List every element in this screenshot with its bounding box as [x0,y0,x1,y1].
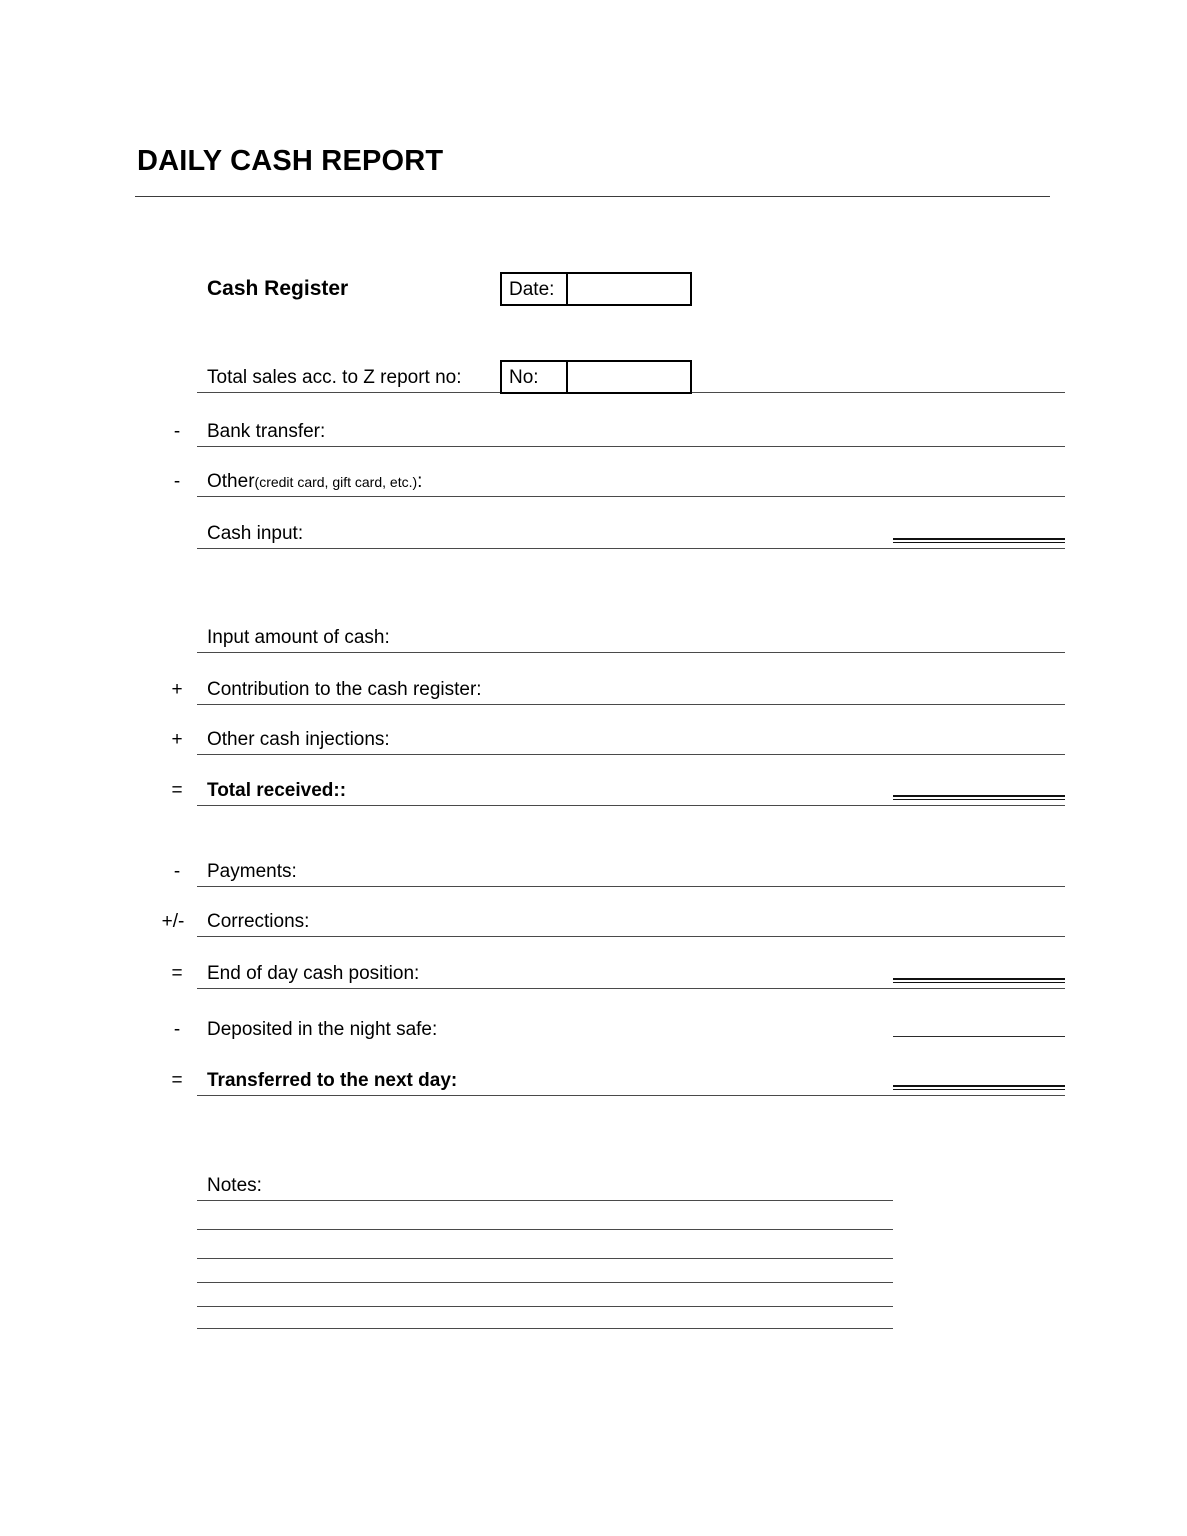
date-field[interactable] [500,272,692,306]
z-report-no-field[interactable] [500,360,692,394]
payments-underline [197,886,1065,887]
page-title: DAILY CASH REPORT [137,145,444,177]
transferred-total-rule [893,1085,1065,1090]
total-received-sign: = [171,780,183,801]
bank-transfer-sign: - [173,421,181,442]
payments-sign: - [173,861,181,882]
contribution-underline [197,704,1065,705]
input-amount-underline [197,652,1065,653]
notes-line-1[interactable] [197,1200,893,1201]
corrections-sign: +/- [161,911,185,932]
other-injections-label: Other cash injections: [207,729,390,750]
bank-transfer-underline [197,446,1065,447]
notes-line-4[interactable] [197,1282,893,1283]
payments-label: Payments: [207,861,297,882]
contribution-label: Contribution to the cash register: [207,679,482,700]
title-divider [135,196,1050,197]
end-of-day-underline [197,988,1065,989]
other-label-colon: : [417,471,423,492]
notes-line-5[interactable] [197,1306,893,1307]
total-received-total-rule [893,795,1065,800]
cash-input-total-rule [893,538,1065,543]
other-sign: - [173,471,181,492]
corrections-underline [197,936,1065,937]
transferred-label: Transferred to the next day: [207,1070,458,1091]
date-field-value[interactable] [568,274,690,304]
cash-input-underline [197,548,1065,549]
cash-register-heading: Cash Register [207,277,349,300]
end-of-day-total-rule [893,978,1065,983]
cash-input-label: Cash input: [207,523,304,544]
night-safe-label: Deposited in the night safe: [207,1019,438,1040]
other-underline [197,496,1065,497]
total-sales-label: Total sales acc. to Z report no: [207,367,462,388]
notes-line-2[interactable] [197,1229,893,1230]
total-received-label: Total received:: [207,780,347,801]
night-safe-sign: - [173,1019,181,1040]
other-injections-sign: + [171,729,183,750]
other-label-main: Other [207,471,255,492]
date-field-label: Date: [502,274,568,304]
other-label [207,471,422,493]
bank-transfer-label: Bank transfer: [207,421,326,442]
z-report-no-field-label: No: [502,362,568,392]
notes-label: Notes: [207,1175,262,1196]
z-report-no-field-value[interactable] [568,362,690,392]
end-of-day-sign: = [171,963,183,984]
notes-line-3[interactable] [197,1258,893,1259]
night-safe-rule [893,1036,1065,1037]
transferred-sign: = [171,1070,183,1091]
transferred-underline [197,1095,1065,1096]
input-amount-label: Input amount of cash: [207,627,390,648]
other-injections-underline [197,754,1065,755]
corrections-label: Corrections: [207,911,310,932]
end-of-day-label: End of day cash position: [207,963,420,984]
contribution-sign: + [171,679,183,700]
notes-line-6[interactable] [197,1328,893,1329]
other-label-note: (credit card, gift card, etc.) [254,474,418,490]
total-received-underline [197,805,1065,806]
